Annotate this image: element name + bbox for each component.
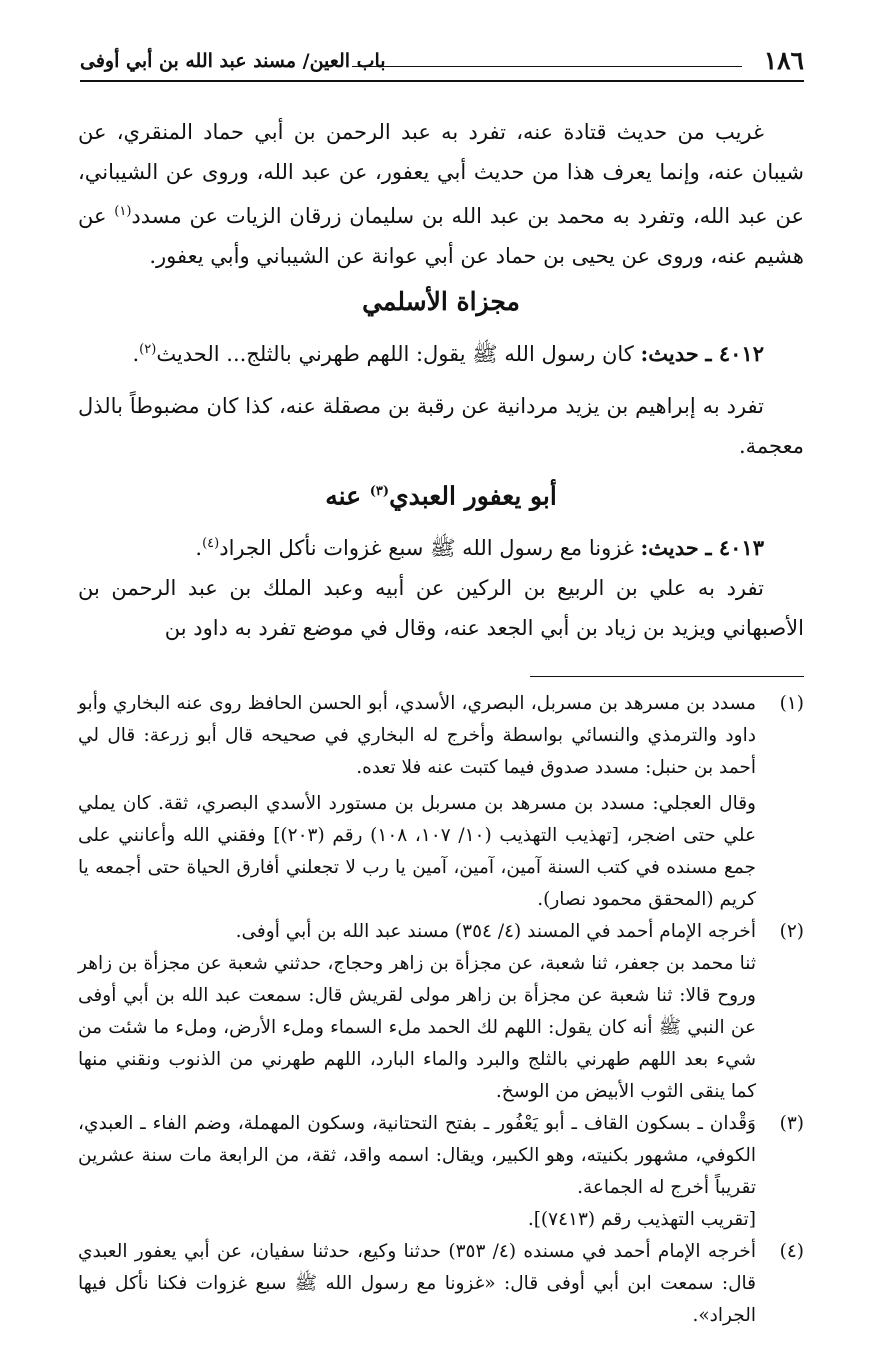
footnote-1 [78, 688, 804, 916]
hadith-number: ٤٠١٢ ـ [705, 341, 764, 366]
note-paragraph-1: تفرد به إبراهيم بن يزيد مردانية عن رقبة بن مصقلة عنه، كذا كان مضبوطاً بالذل معجمة. [78, 394, 804, 458]
section-heading-abu-yafur [78, 470, 804, 518]
footnote-ref-1: (١) [114, 204, 132, 219]
running-title: باب العين/ مسند عبد الله بن أبي أوفى [80, 50, 386, 72]
header-rule [80, 80, 804, 82]
hadith-4012 [78, 330, 804, 374]
page-header [80, 42, 804, 82]
intro-paragraph [78, 112, 804, 276]
footnote-text: أخرجه الإمام أحمد في مسنده (٤/ ٣٥٣) حدثنا وكيع، حدثنا سفيان، عن أبي يعفور العبدي قال: سمعت ابن أبي أوفى قال: «غزونا مع رسول الله ﷺ سبع غزوات فكنا نأكل فيها الجراد». [78, 1241, 757, 1326]
hadith-text: غزونا مع رسول الله ﷺ سبع غزوات نأكل الجراد [219, 536, 641, 561]
footnote-text: أخرجه الإمام أحمد في المسند (٤/ ٣٥٤) مسند عبد الله بن أبي أوفى. [235, 921, 756, 942]
hadith-end: . [195, 536, 203, 561]
footnote-text: [تقريب التهذيب رقم (٧٤١٣)]. [527, 1209, 756, 1230]
intro-tail: عن هشيم عنه، وروى عن يحيى بن حماد عن أبي عوانة عن الشيباني وأبي يعفور. [78, 204, 804, 268]
spacer [78, 374, 804, 386]
footnote-text: وَقْدان ـ بسكون القاف ـ أبو يَعْفُور ـ بفتح التحتانية، وسكون المهملة، وضم الفاء ـ العبدي، الكوفي، مشهور بكنيته، وهو الكبير، ويقال: اسمه واقد، ثقة، من الرابعة مات سنة عشرين تقريباً أخرج له الجماعة. [78, 1113, 756, 1198]
footnote-ref-2: (٢) [139, 342, 157, 357]
footnote-ref-4: (٤) [202, 536, 220, 552]
hadith-number: ٤٠١٣ ـ [705, 535, 764, 561]
header-dash [352, 66, 742, 67]
hadith-4013 [78, 524, 804, 568]
footnote-2 [78, 916, 804, 1108]
heading-text: أبو يعفور العبدي [389, 481, 557, 511]
footnote-number: (٤) [779, 1241, 804, 1262]
hadith-label: حديث: [640, 341, 699, 366]
footnote-ref-3: (٣) [369, 484, 390, 499]
footnote-3 [78, 1108, 804, 1236]
page-number: ١٨٦ [763, 46, 804, 75]
footnotes [78, 688, 804, 1332]
note-paragraph-2: تفرد به علي بن الربيع بن الركين عن أبيه وعبد الملك بن عبد الرحمن بن الأصبهاني ويزيد بن زياد بن أبي الجعد عنه، وقال في موضع تفرد به داود بن [78, 576, 804, 641]
footnote-text: ثنا محمد بن جعفر، ثنا شعبة، عن مجزأة بن زاهر وحجاج، حدثني شعبة عن مجزأة بن زاهر وروح قالا: ثنا شعبة عن مجزأة بن زاهر مولى لقريش قال: سمعت عبد الله بن أبي أوفى عن النبي ﷺ أنه كان يقول: اللهم لك الحمد ملء السماء وملء الأرض، وملء ما شئت من شيء بعد اللهم طهرني بالثلج والبرد والماء البارد، اللهم طهرني من الذنوب ونقني منها كما ينقى الثوب الأبيض من الوسخ. [78, 953, 756, 1102]
footnote-text: وقال العجلي: مسدد بن مسرهد بن مسربل بن مستورد الأسدي البصري، ثقة. كان يملي علي حتى اضجر، [تهذيب التهذيب (١٠/ ١٠٧، ١٠٨) رقم (٢٠٣)] وفقني الله وأعانني على جمع مسنده في كتب السنة آمين، آمين، آمين يا رب لا تجعلني أفارق الحياة حتى أجمعه يا كريم (المحقق محمود نصار). [78, 793, 756, 910]
footnote-number: (٢) [779, 921, 804, 942]
footnote-number: (١) [779, 693, 804, 714]
section-heading-mujzaa: مجزاة الأسلمي [362, 287, 520, 316]
footnote-text: مسدد بن مسرهد بن مسربل، البصري، الأسدي، أبو الحسن الحافظ روى عنه البخاري وأبو داود والترمذي والنسائي بواسطة وأخرج له البخاري في صحيحه قال أبو زرعة: قال لي أحمد بن حنبل: مسدد صدوق فيما كتبت عنه فلا تعده. [78, 693, 756, 778]
main-text [78, 112, 804, 648]
footnote-4 [78, 1236, 804, 1332]
hadith-end: . [132, 342, 140, 366]
footnote-number: (٣) [779, 1113, 804, 1134]
heading-tail: عنه [325, 481, 370, 511]
intro-text: غريب من حديث قتادة عنه، تفرد به عبد الرحمن بن أبي حماد المنقري، عن شيبان عنه، وإنما يعرف هذا من حديث أبي يعفور، عن عبد الله، وروى عن الشيباني، عن عبد الله، وتفرد به محمد بن عبد الله بن سليمان زرقان الزيات عن مسدد [78, 120, 804, 228]
footnote-separator [530, 676, 804, 677]
hadith-label: حديث: [640, 535, 699, 561]
hadith-text: كان رسول الله ﷺ يقول: اللهم طهرني بالثلج... الحديث [156, 342, 641, 366]
